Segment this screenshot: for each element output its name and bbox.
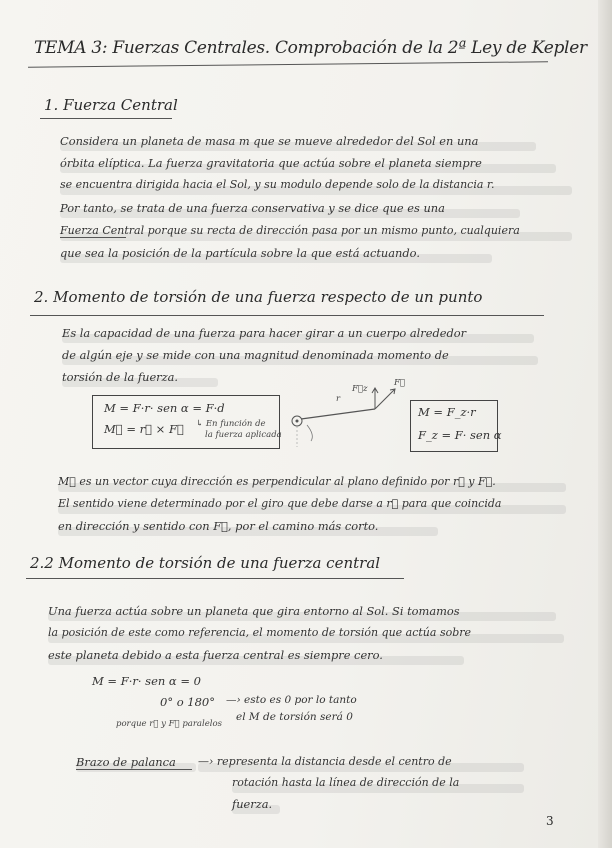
section-2-2-heading: 2.2 Momento de torsión de una fuerza central xyxy=(30,554,381,572)
title-underline xyxy=(28,61,548,67)
s2-after-line-3: en dirección y sentido con F⃗, por el camino más corto. xyxy=(58,519,379,533)
s1-line-1: Considera un planeta de masa m que se mueve alrededor del Sol en una xyxy=(60,134,479,148)
zero-torque-angles: 0° o 180° xyxy=(160,695,216,709)
diagram-label-f: F⃗ xyxy=(394,378,405,388)
page-edge xyxy=(598,0,612,848)
page-title: TEMA 3: Fuerzas Centrales. Comprobación de la 2ª Ley de Kepler xyxy=(34,38,587,58)
section-2-underline xyxy=(30,315,544,316)
zero-torque-formula: M = F·r· sen α = 0 xyxy=(92,674,201,688)
zero-torque-arrow-text-1: —› esto es 0 por lo tanto xyxy=(226,694,357,706)
lever-term: Brazo de palanca xyxy=(76,755,176,769)
s2-line-3: torsión de la fuerza. xyxy=(62,370,179,384)
f-arrow xyxy=(375,389,395,409)
s1-line-6: que sea la posición de la partícula sobre la que está actuando. xyxy=(60,246,420,260)
fuerza-central-underline xyxy=(60,237,126,238)
pivot-point xyxy=(296,420,299,423)
s1-line-4: Por tanto, se trata de una fuerza conservativa y se dice que es una xyxy=(60,201,445,215)
s3-line-2: la posición de este como referencia, el momento de torsión que actúa sobre xyxy=(48,626,472,639)
section-2-heading: 2. Momento de torsión de una fuerza respecto de un punto xyxy=(34,288,483,306)
lever-def-2: rotación hasta la línea de dirección de la xyxy=(232,776,460,789)
page-number: 3 xyxy=(546,814,554,828)
section-2-2-underline xyxy=(26,578,404,579)
s2-line-1: Es la capacidad de una fuerza para hacer girar a un cuerpo alrededor xyxy=(62,326,467,340)
lever-def-1: —› representa la distancia desde el centro de xyxy=(198,755,452,768)
s3-line-3: este planeta debido a esta fuerza central es siempre cero. xyxy=(48,648,383,662)
torque-formula-2: M⃗ = r⃗ × F⃗ xyxy=(104,422,184,436)
lever-def-3: fuerza. xyxy=(232,797,273,811)
torque-note-1: ↳ En función de xyxy=(196,419,266,429)
diagram-label-r: r xyxy=(336,394,341,404)
parallel-note: porque r⃗ y F⃗ paralelos xyxy=(116,719,222,729)
s3-line-1: Una fuerza actúa sobre un planeta que gira entorno al Sol. Si tomamos xyxy=(48,604,460,618)
section-1-underline xyxy=(40,118,172,119)
torque-diagram xyxy=(283,385,413,465)
torque-note-2: la fuerza aplicada xyxy=(205,430,282,440)
s1-line-5: Fuerza Central porque su recta de dirección pasa por un mismo punto, cualquiera xyxy=(60,224,520,237)
s2-after-line-2: El sentido viene determinado por el giro que debe darse a r⃗ para que coincida xyxy=(58,497,502,510)
lever-term-underline xyxy=(76,769,192,770)
torque-formula-1: M = F·r· sen α = F·d xyxy=(104,401,225,415)
s1-line-2: órbita elíptica. La fuerza gravitatoria que actúa sobre el planeta siempre xyxy=(60,156,482,170)
torque-z-formula-1: M = F_z·r xyxy=(418,405,476,419)
section-1-heading: 1. Fuerza Central xyxy=(44,96,178,114)
rotation-arc xyxy=(307,425,312,441)
s2-after-line-1: M⃗ es un vector cuya dirección es perpendicular al plano definido por r⃗ y F⃗. xyxy=(58,475,496,488)
zero-torque-arrow-text-2: el M de torsión será 0 xyxy=(236,711,353,723)
s1-line-3: se encuentra dirigida hacia el Sol, y su modulo depende solo de la distancia r. xyxy=(60,178,495,191)
diagram-label-fz: F⃗z xyxy=(352,384,368,394)
lever-arm xyxy=(301,409,375,419)
torque-z-formula-2: F_z = F· sen α xyxy=(418,428,502,442)
s2-line-2: de algún eje y se mide con una magnitud denominada momento de xyxy=(62,348,449,362)
